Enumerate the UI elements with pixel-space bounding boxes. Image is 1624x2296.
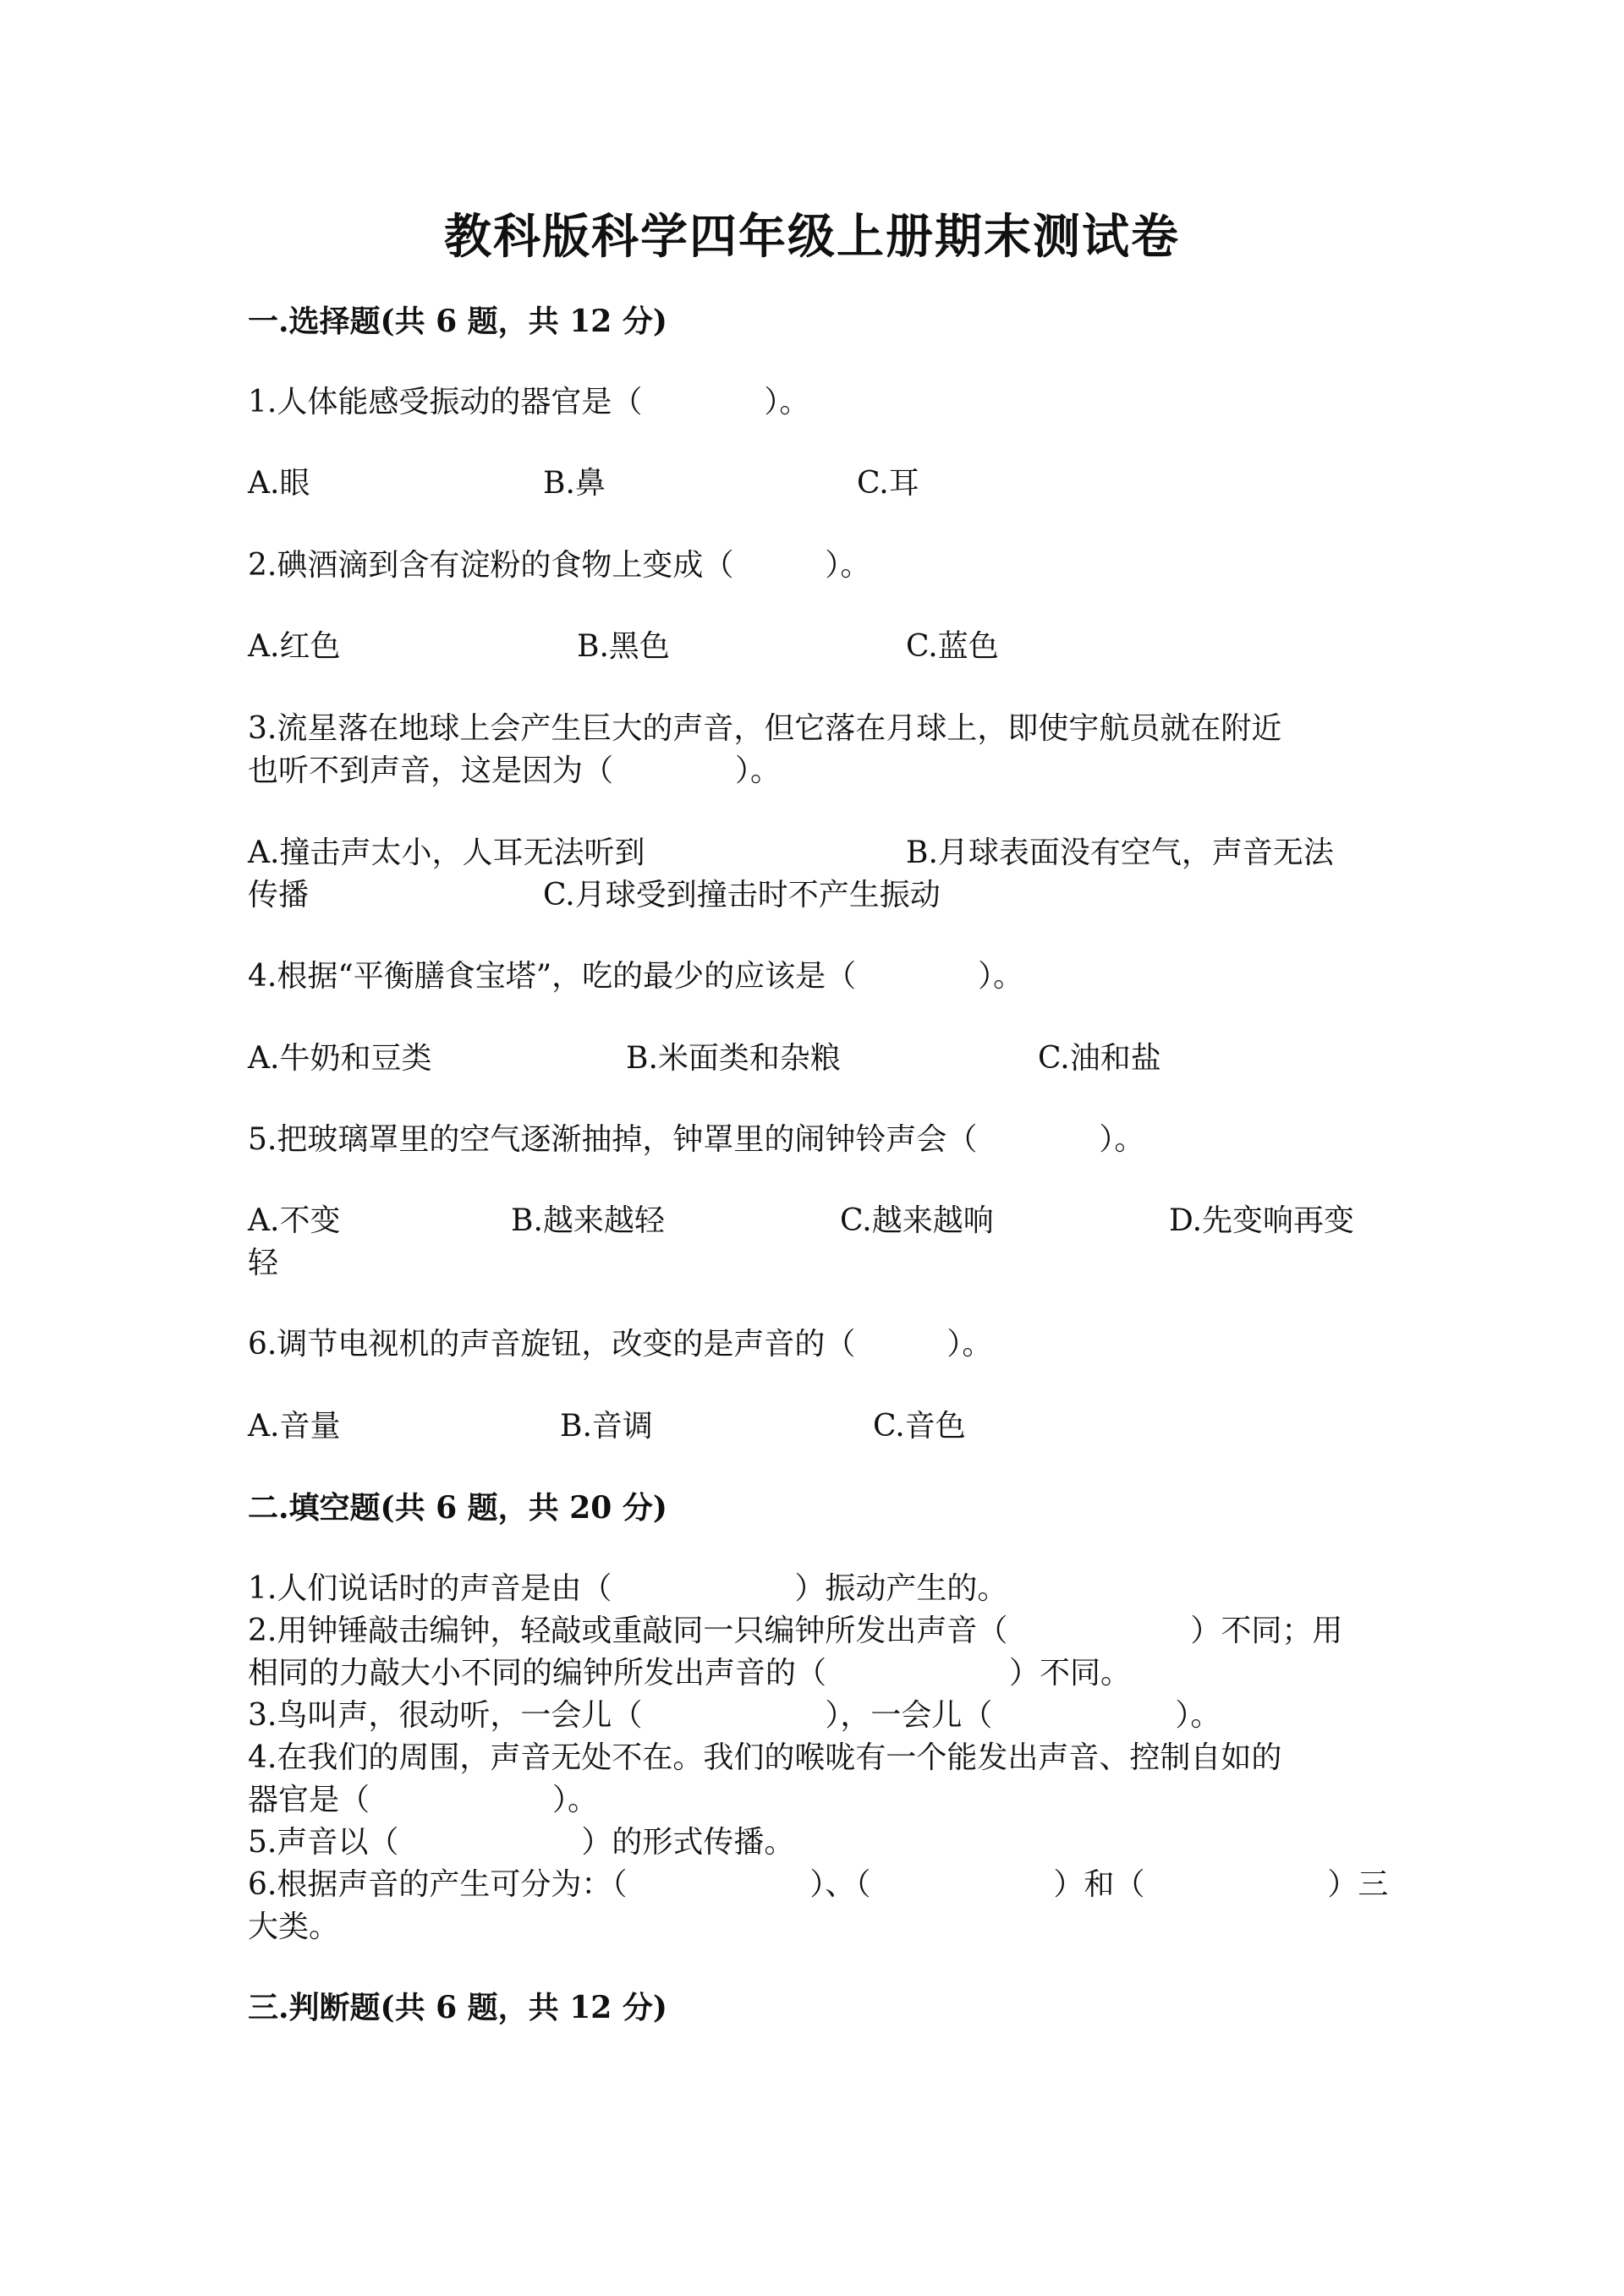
option-c: C.蓝色 (906, 629, 999, 664)
option-b: B.月球表面没有空气，声音无法 (906, 836, 1334, 870)
option-b-cont: 传播 (248, 878, 310, 912)
option-c: C.油和盐 (1038, 1041, 1161, 1076)
fill-line: 4.在我们的周围，声音无处不在。我们的喉咙有一个能发出声音、控制自如的 (248, 1740, 1282, 1775)
option-d-cont: 轻 (248, 1246, 279, 1280)
option-b: B.米面类和杂粮 (626, 1041, 841, 1076)
fill-line: 器官是（ ）。 (248, 1783, 599, 1817)
fill-line: 3.鸟叫声，很动听，一会儿（ ），一会儿（ ）。 (248, 1698, 1221, 1733)
option-b: B.鼻 (543, 466, 606, 501)
option-a: A.撞击声太小，人耳无法听到 (248, 836, 645, 870)
question-stem: 5.把玻璃罩里的空气逐渐抽掉，钟罩里的闹钟铃声会（ ）。 (248, 1122, 1145, 1157)
option-a: A.不变 (248, 1203, 341, 1238)
question-stem: 3.流星落在地球上会产生巨大的声音，但它落在月球上，即使宇航员就在附近 (248, 711, 1282, 746)
option-b: B.音调 (560, 1409, 653, 1444)
question-stem-cont: 也听不到声音，这是因为（ ）。 (248, 753, 782, 788)
option-c: C.越来越响 (840, 1203, 994, 1238)
section-heading-judge: 三.判断题(共 6 题，共 12 分) (248, 1990, 667, 2025)
question-stem: 1.人体能感受振动的器官是（ ）。 (248, 385, 810, 419)
section-heading-choice: 一.选择题(共 6 题，共 12 分) (248, 304, 667, 339)
fill-line: 大类。 (248, 1910, 340, 1944)
option-a: A.牛奶和豆类 (248, 1041, 432, 1076)
option-a: A.音量 (248, 1409, 341, 1444)
question-stem: 2.碘酒滴到含有淀粉的食物上变成（ ）。 (248, 548, 871, 583)
fill-line: 5.声音以（ ）的形式传播。 (248, 1825, 795, 1860)
fill-line: 相同的力敲大小不同的编钟所发出声音的（ ）不同。 (248, 1656, 1132, 1690)
fill-line: 6.根据声音的产生可分为：（ ）、（ ）和（ ）三 (248, 1867, 1389, 1902)
option-a: A.红色 (248, 629, 341, 664)
question-stem: 4.根据“平衡膳食宝塔”，吃的最少的应该是（ ）。 (248, 959, 1024, 994)
question-stem: 6.调节电视机的声音旋钮，改变的是声音的（ ）。 (248, 1327, 993, 1362)
fill-line: 1.人们说话时的声音是由（ ）振动产生的。 (248, 1571, 1008, 1606)
page-title: 教科版科学四年级上册期末测试卷 (444, 209, 1180, 265)
option-c: C.耳 (857, 466, 919, 501)
fill-line: 2.用钟锤敲击编钟，轻敲或重敲同一只编钟所发出声音（ ）不同；用 (248, 1614, 1343, 1648)
option-c: C.月球受到撞击时不产生振动 (543, 878, 941, 912)
option-b: B.黑色 (577, 629, 670, 664)
option-c: C.音色 (873, 1409, 966, 1444)
option-d: D.先变响再变 (1169, 1203, 1355, 1238)
option-b: B.越来越轻 (511, 1203, 665, 1238)
section-heading-fill: 二.填空题(共 6 题，共 20 分) (248, 1490, 667, 1526)
option-a: A.眼 (248, 466, 310, 501)
